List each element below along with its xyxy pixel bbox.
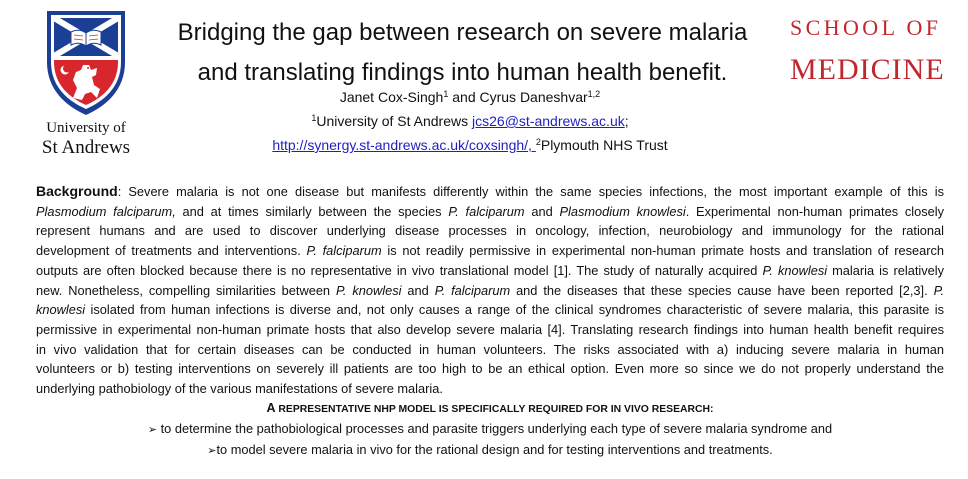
background-text: outputs are often blocked because there is no representative in vivo translational model [1]. The study of naturally acquired: [36, 262, 763, 278]
species-name: Plasmodium falciparum,: [36, 203, 176, 219]
background-line: [36, 320, 944, 340]
university-crest-logo: [46, 10, 126, 116]
species-name: P. knowlesi: [336, 282, 402, 298]
background-text: : Severe malaria is not one disease but manifests differently within the same species infections, the most important example of this is: [117, 184, 944, 199]
affiliation-line-1: [150, 110, 790, 134]
school-logo-line2: MEDICINE: [790, 53, 945, 86]
author-superscript: 1: [443, 89, 449, 99]
background-text: and at times similarly between the species: [175, 203, 449, 219]
species-name: P. falciparum: [448, 203, 525, 219]
background-text: development of treatments and interventions.: [36, 243, 307, 259]
background-text: and: [524, 203, 560, 219]
background-line: [36, 182, 944, 202]
affiliation-punctuation: ;: [624, 113, 629, 129]
author-superscript: 1,2: [587, 89, 601, 99]
requirement-bullet: [36, 440, 944, 461]
author-name: Cyrus Daneshvar: [479, 89, 588, 105]
background-line: [36, 359, 944, 379]
authors-block: [150, 86, 790, 158]
background-line: [36, 261, 944, 281]
background-text: volunteers or b) testing interventions on severely ill patients are too high to be an ethical option. Even more so since we do not properly understand the: [36, 361, 944, 377]
university-name-line2: St Andrews: [41, 137, 131, 158]
requirement-bullet: [36, 419, 944, 440]
background-text: is not readily permissive in experimental non-human primate hosts and translation of research: [381, 243, 944, 259]
bullet-text: to model severe malaria in vivo for the rational design and for testing interventions and treatments.: [216, 442, 773, 458]
species-name: knowlesi: [36, 302, 86, 318]
species-name: P. knowlesi: [762, 262, 828, 278]
poster-title: [150, 13, 775, 93]
arrow-bullet-icon: ➢: [147, 423, 158, 437]
species-name: P.: [933, 282, 945, 298]
affiliation-text: University of St Andrews: [316, 113, 473, 129]
arrow-bullet-icon: ➢: [207, 444, 217, 458]
species-name: P. falciparum: [306, 243, 382, 259]
affiliation-text: Plymouth NHS Trust: [540, 137, 668, 153]
affiliation-superscript: 2: [535, 137, 541, 147]
background-line: [36, 202, 944, 222]
school-logo-line1: SCHOOL OF: [790, 15, 942, 40]
background-text: in vivo validation that for certain diseases can be conducted in human volunteers. The risks associated with a) inducing severe malaria in human: [36, 341, 944, 357]
background-text: represent humans and are used to discover underlying disease processes in oncology, infection, neurobiology and immunology for the rational: [36, 223, 944, 239]
background-text: underlying pathobiology of the various manifestations of severe malaria.: [36, 381, 443, 397]
author-name: Janet Cox-Singh: [339, 89, 444, 105]
background-text: malaria is relatively: [827, 262, 944, 278]
title-line-2: and translating findings into human health benefit.: [197, 59, 728, 86]
email-link[interactable]: jcs26@st-andrews.ac.uk: [472, 113, 625, 129]
background-text: permissive in experimental non-human primate hosts that also develop severe malaria [4]. Translating research findings into human health benefit requires: [36, 321, 944, 337]
background-line: [36, 241, 944, 261]
background-text: . Experimental non-human primates closely: [685, 203, 944, 219]
requirement-heading: A REPRESENTATIVE NHP MODEL IS SPECIFICALLY REQUIRED FOR IN VIVO RESEARCH:: [266, 400, 714, 415]
background-label: Background: [36, 183, 118, 199]
affiliation-line-2: [150, 134, 790, 158]
background-line: [36, 379, 944, 399]
background-text: isolated from human infections is diverse and, not only causes a range of the clinical syndromes characteristic of severe malaria, this parasite is: [85, 302, 944, 318]
background-text: and: [401, 282, 435, 298]
background-line: [36, 221, 944, 241]
website-link[interactable]: http://synergy.st-andrews.ac.uk/coxsingh/,: [272, 137, 536, 153]
author-joiner: and: [448, 89, 480, 105]
background-section: [36, 182, 944, 461]
author-line: [150, 86, 790, 110]
species-name: P. falciparum: [434, 282, 511, 298]
background-text: new. Nonetheless, compelling similarities between: [36, 282, 336, 298]
background-paragraph: [36, 182, 944, 399]
background-line: [36, 340, 944, 360]
background-line: [36, 300, 944, 320]
bullet-text: to determine the pathobiological processes and parasite triggers underlying each type of severe malaria syndrome and: [157, 421, 833, 437]
university-name-line1: University of: [46, 120, 126, 136]
species-name: Plasmodium knowlesi: [559, 203, 686, 219]
title-line-1: Bridging the gap between research on severe malaria: [177, 19, 748, 46]
background-text: and the diseases that these species cause have been reported [2,3].: [510, 282, 934, 298]
background-line: [36, 281, 944, 301]
affiliation-superscript: 1: [311, 113, 317, 123]
